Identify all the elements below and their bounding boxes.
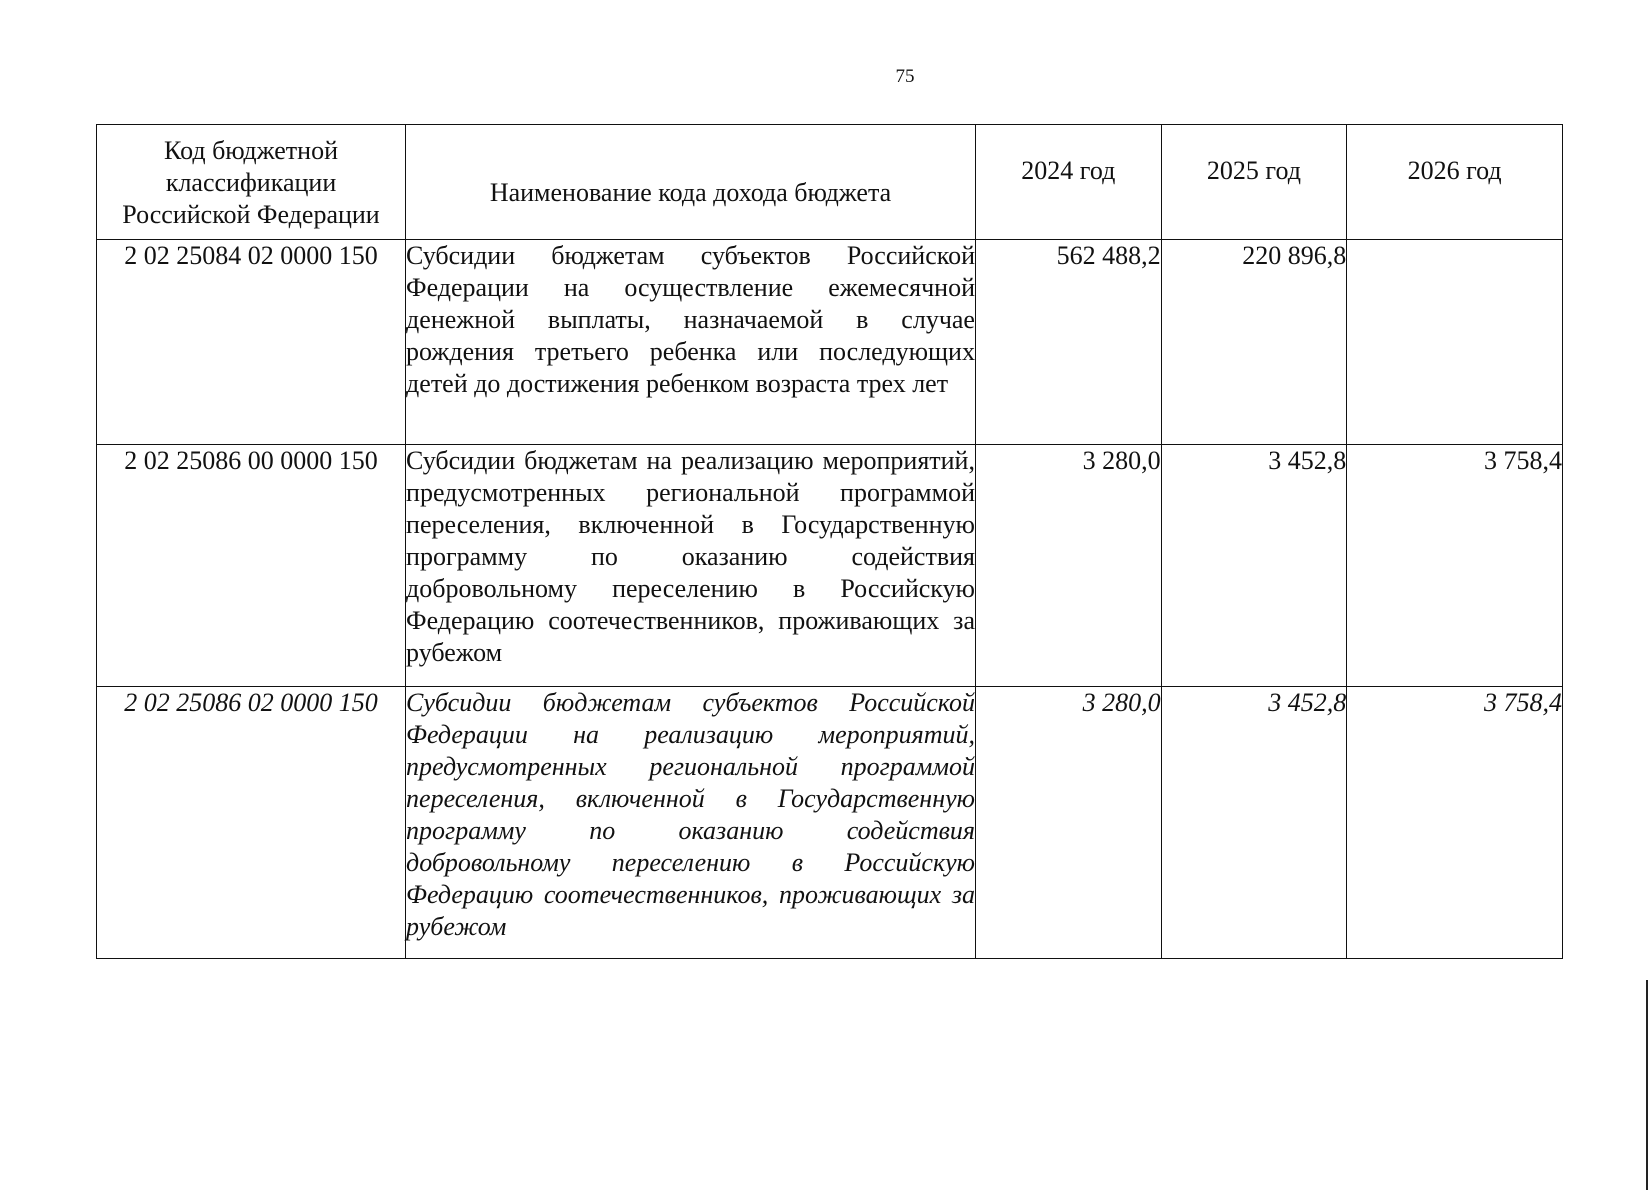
header-code: Код бюджетной классификации Российской Федерации	[97, 125, 406, 240]
header-year-2026: 2026 год	[1347, 125, 1563, 240]
row-value-2024: 3 280,0	[975, 687, 1161, 959]
row-value-2025: 220 896,8	[1161, 240, 1347, 445]
row-value-2024: 562 488,2	[975, 240, 1161, 445]
table-row	[97, 687, 1563, 959]
scan-edge-line	[1646, 980, 1648, 1190]
header-name: Наименование кода дохода бюджета	[406, 125, 976, 240]
row-value-2026: 3 758,4	[1347, 445, 1563, 687]
row-value-2026	[1347, 240, 1563, 445]
budget-revenue-table	[96, 124, 1563, 959]
table-row	[97, 240, 1563, 445]
row-name: Субсидии бюджетам субъектов Российской Федерации на осуществление ежемесячной денежной выплаты, назначаемой в случае рождения третьего ребенка или последующих детей до достижения ребенком возраста трех лет	[406, 240, 976, 445]
table-row	[97, 445, 1563, 687]
row-name: Субсидии бюджетам субъектов Российской Федерации на реализацию мероприятий, предусмотренных региональной программой переселения, включенной в Государственную программу по оказанию содействия добровольному переселению в Российскую Федерацию соотечественников, проживающих за рубежом	[406, 687, 976, 959]
row-code: 2 02 25086 02 0000 150	[97, 687, 406, 959]
table-header-row	[97, 125, 1563, 240]
row-value-2025: 3 452,8	[1161, 445, 1347, 687]
row-value-2026: 3 758,4	[1347, 687, 1563, 959]
header-year-2024: 2024 год	[975, 125, 1161, 240]
row-value-2025: 3 452,8	[1161, 687, 1347, 959]
header-year-2025: 2025 год	[1161, 125, 1347, 240]
row-code: 2 02 25086 00 0000 150	[97, 445, 406, 687]
page-number: 75	[895, 66, 915, 87]
row-value-2024: 3 280,0	[975, 445, 1161, 687]
row-name: Субсидии бюджетам на реализацию мероприятий, предусмотренных региональной программой переселения, включенной в Государственную программу по оказанию содействия добровольному переселению в Российскую Федерацию соотечественников, проживающих за рубежом	[406, 445, 976, 687]
row-code: 2 02 25084 02 0000 150	[97, 240, 406, 445]
